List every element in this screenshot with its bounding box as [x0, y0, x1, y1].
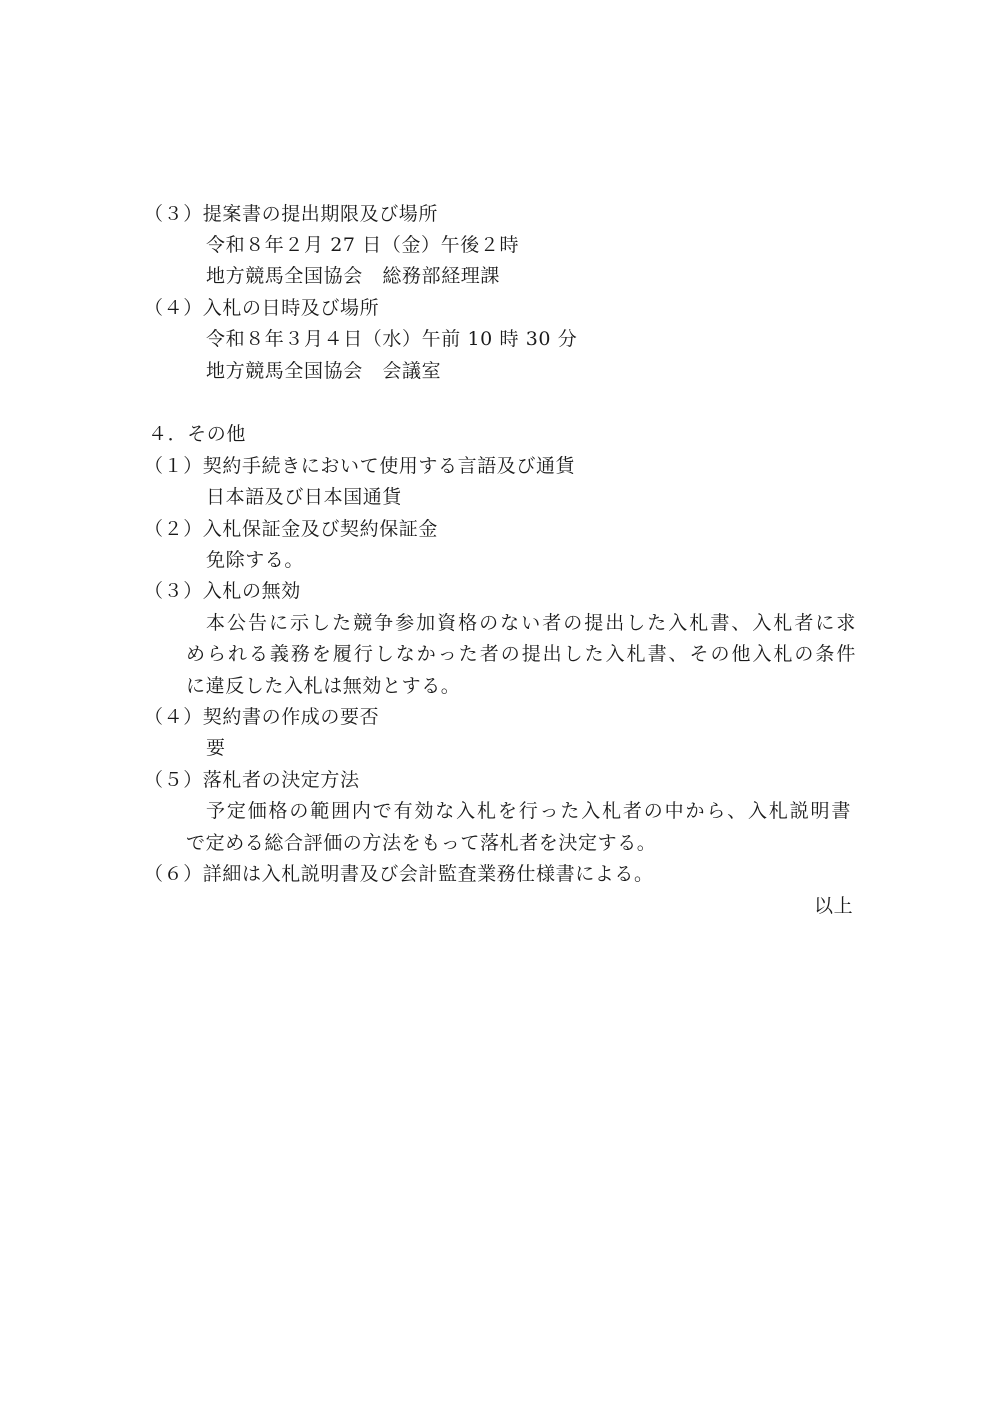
- item-3-place: 地方競馬全国協会 総務部経理課: [206, 265, 501, 287]
- other-item-4-body: 要: [206, 737, 226, 759]
- other-item-3-body-line-1: 本公告に示した競争参加資格のない者の提出した入札書、入札者に求: [206, 612, 856, 634]
- other-item-4-heading: （４）契約書の作成の要否: [144, 706, 380, 728]
- item-4-datetime: 令和８年３月４日（水）午前 10 時 30 分: [206, 328, 578, 350]
- other-item-6-heading: （６）詳細は入札説明書及び会計監査業務仕様書による。: [144, 863, 654, 885]
- other-item-2-body: 免除する。: [206, 549, 305, 571]
- item-4-place: 地方競馬全国協会 会議室: [206, 360, 442, 382]
- other-item-1-body: 日本語及び日本国通貨: [206, 486, 403, 508]
- other-item-1-heading: （１）契約手続きにおいて使用する言語及び通貨: [144, 455, 576, 477]
- item-3-deadline: 令和８年２月 27 日（金）午後２時: [206, 234, 520, 256]
- other-item-3-body-line-2: められる義務を履行しなかった者の提出した入札書、その他入札の条件: [186, 643, 856, 665]
- other-item-3-body-line-3: に違反した入札は無効とする。: [186, 675, 461, 697]
- other-item-5-heading: （５）落札者の決定方法: [144, 769, 360, 791]
- other-item-2-heading: （２）入札保証金及び契約保証金: [144, 518, 439, 540]
- other-item-5-body-line-1: 予定価格の範囲内で有効な入札を行った入札者の中から、入札説明書: [206, 800, 851, 822]
- section-4-title: ４．その他: [148, 423, 247, 445]
- item-3-heading: （３）提案書の提出期限及び場所: [144, 203, 439, 225]
- other-item-3-heading: （３）入札の無効: [144, 580, 301, 602]
- other-item-5-body-line-2: で定める総合評価の方法をもって落札者を決定する。: [186, 832, 657, 854]
- closing-mark: 以上: [814, 895, 854, 917]
- item-4-heading: （４）入札の日時及び場所: [144, 297, 380, 319]
